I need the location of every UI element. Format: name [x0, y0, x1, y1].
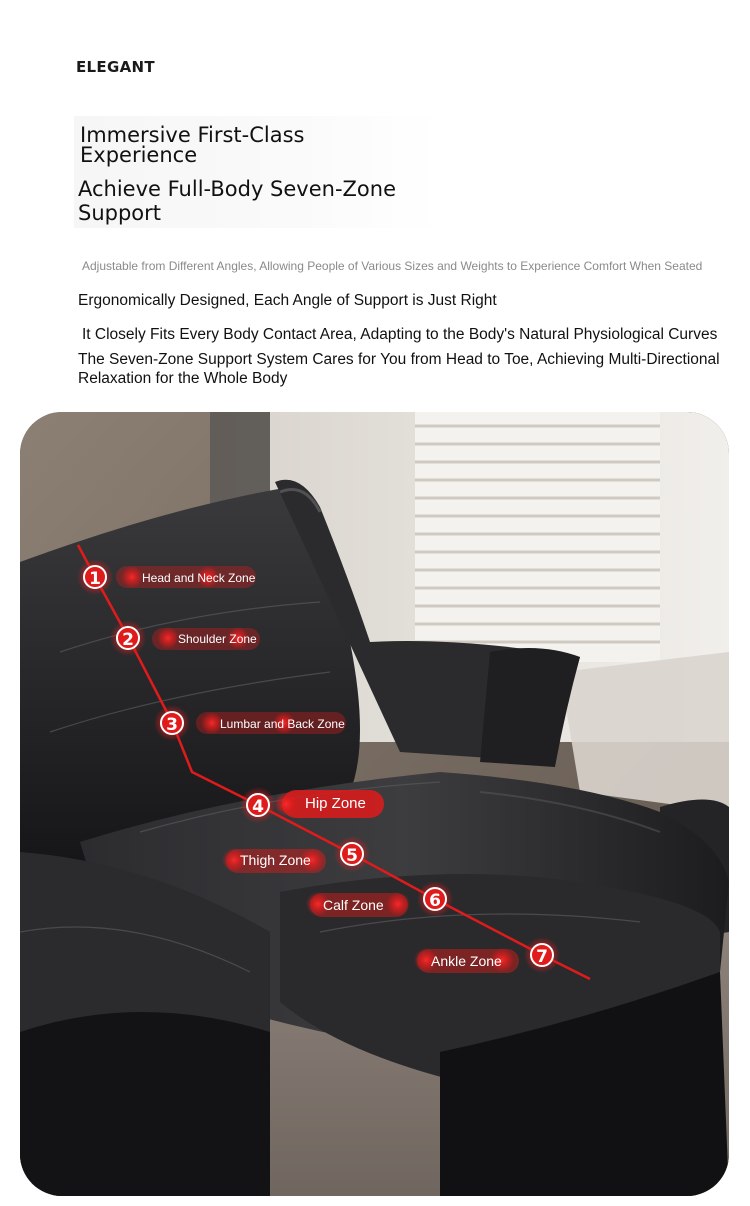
zone-label-text-5: Thigh Zone: [240, 852, 311, 868]
zone-marker-6: [417, 881, 453, 917]
zone-label-3: [196, 712, 346, 734]
zone-number-4: 4: [252, 797, 264, 817]
zone-number-3: 3: [166, 715, 178, 735]
zone-marker-1: [77, 559, 113, 595]
zone-marker-7: [524, 937, 560, 973]
zone-label-2: [152, 627, 260, 650]
zone-label-text-6: Calf Zone: [323, 897, 384, 913]
zone-label-1: [116, 566, 256, 588]
zone-label-text-4: Hip Zone: [305, 795, 366, 812]
subtitle-text: Adjustable from Different Angles, Allowing People of Various Sizes and Weights to Experience Comfort When Seated: [82, 259, 703, 273]
zone-number-5: 5: [346, 846, 358, 866]
zone-marker-5: [334, 836, 370, 872]
zone-label-4: [274, 790, 384, 818]
zone-label-text-1: Head and Neck Zone: [142, 571, 256, 585]
zone-number-1: 1: [89, 569, 101, 589]
zone-number-2: 2: [122, 630, 134, 650]
headline-line-1: Immersive First-Class Experience: [80, 123, 305, 167]
window-blinds: [415, 412, 660, 662]
sofa-product-photo: [20, 412, 729, 1196]
zone-label-6: [306, 892, 410, 917]
zone-number-7: 7: [536, 947, 548, 967]
zone-marker-4: [240, 787, 276, 823]
zone-marker-2: [110, 620, 146, 656]
zone-label-5: [222, 848, 326, 873]
zone-label-text-3: Lumbar and Back Zone: [220, 717, 345, 731]
brand-wordmark: ELEGANT: [76, 58, 155, 76]
zone-marker-3: [154, 705, 190, 741]
body-paragraph-1: Ergonomically Designed, Each Angle of Support is Just Right: [78, 292, 497, 309]
zone-number-6: 6: [429, 891, 441, 911]
body-paragraph-2: It Closely Fits Every Body Contact Area, Adapting to the Body's Natural Physiological Curves: [82, 326, 718, 343]
body-paragraph-3: The Seven-Zone Support System Cares for You from Head to Toe, Achieving Multi-Directional Relaxation for the Whole Body: [78, 351, 720, 387]
zone-label-text-7: Ankle Zone: [431, 953, 502, 969]
headline-line-2: Achieve Full-Body Seven-Zone Support: [78, 177, 397, 225]
zone-label-7: [414, 948, 519, 973]
zone-label-text-2: Shoulder Zone: [178, 632, 257, 646]
